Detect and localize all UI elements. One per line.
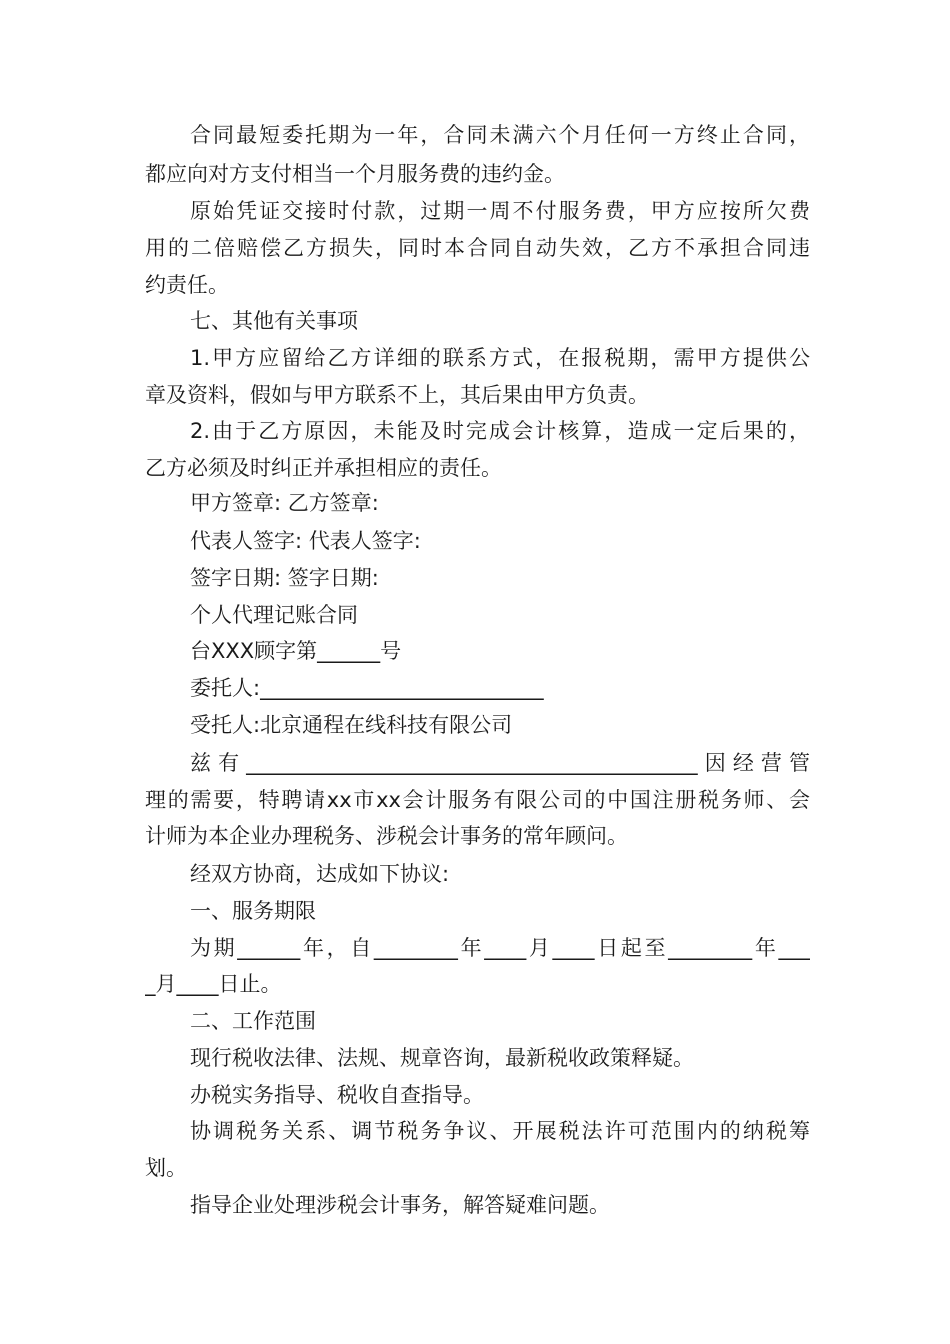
paragraph-line: 计师为本企业办理税务、涉税会计事务的常年顾问。	[145, 824, 628, 848]
signature-line: 签字日期: 签字日期:	[190, 566, 379, 590]
paragraph-line: _月____日止。	[145, 972, 282, 996]
paragraph-line: 章及资料，假如与甲方联系不上，其后果由甲方负责。	[145, 383, 649, 407]
paragraph-line: 都应向对方支付相当一个月服务费的违约金。	[145, 162, 565, 186]
principal-line: 委托人:___________________________	[190, 676, 544, 700]
paragraph-line: 1.甲方应留给乙方详细的联系方式，在报税期，需甲方提供公	[190, 346, 810, 370]
document-title: 个人代理记账合同	[190, 603, 358, 627]
agent-line: 受托人:北京通程在线科技有限公司	[190, 713, 513, 737]
signature-line: 甲方签章: 乙方签章:	[190, 491, 379, 515]
paragraph-line: 原始凭证交接时付款，过期一周不付服务费，甲方应按所欠费	[190, 199, 810, 223]
paragraph-line: 用的二倍赔偿乙方损失，同时本合同自动失效，乙方不承担合同违	[145, 236, 810, 260]
signature-line: 代表人签字: 代表人签字:	[190, 529, 421, 553]
section-heading: 七、其他有关事项	[190, 309, 358, 333]
paragraph-line: 2.由于乙方原因，未能及时完成会计核算，造成一定后果的，	[190, 419, 810, 443]
paragraph-line: 兹有___________________________________________因经营管	[190, 751, 810, 775]
paragraph-line: 理的需要，特聘请xx市xx会计服务有限公司的中国注册税务师、会	[145, 788, 810, 812]
paragraph-line: 划。	[145, 1156, 187, 1180]
contract-number: 台XXX顾字第______号	[190, 639, 402, 663]
section-heading: 一、服务期限	[190, 899, 316, 923]
section-heading: 二、工作范围	[190, 1009, 316, 1033]
paragraph-line: 约责任。	[145, 273, 229, 297]
paragraph-line: 乙方必须及时纠正并承担相应的责任。	[145, 456, 502, 480]
paragraph-line: 现行税收法律、法规、规章咨询，最新税收政策释疑。	[190, 1046, 694, 1070]
paragraph-line: 经双方协商，达成如下协议:	[190, 862, 450, 886]
paragraph-line: 指导企业处理涉税会计事务，解答疑难问题。	[190, 1193, 610, 1217]
paragraph-line: 合同最短委托期为一年，合同未满六个月任何一方终止合同，	[190, 123, 810, 147]
paragraph-line: 协调税务关系、调节税务争议、开展税法许可范围内的纳税筹	[190, 1119, 810, 1143]
paragraph-line: 为期______年，自________年____月____日起至________年___	[190, 936, 810, 960]
paragraph-line: 办税实务指导、税收自查指导。	[190, 1083, 484, 1107]
